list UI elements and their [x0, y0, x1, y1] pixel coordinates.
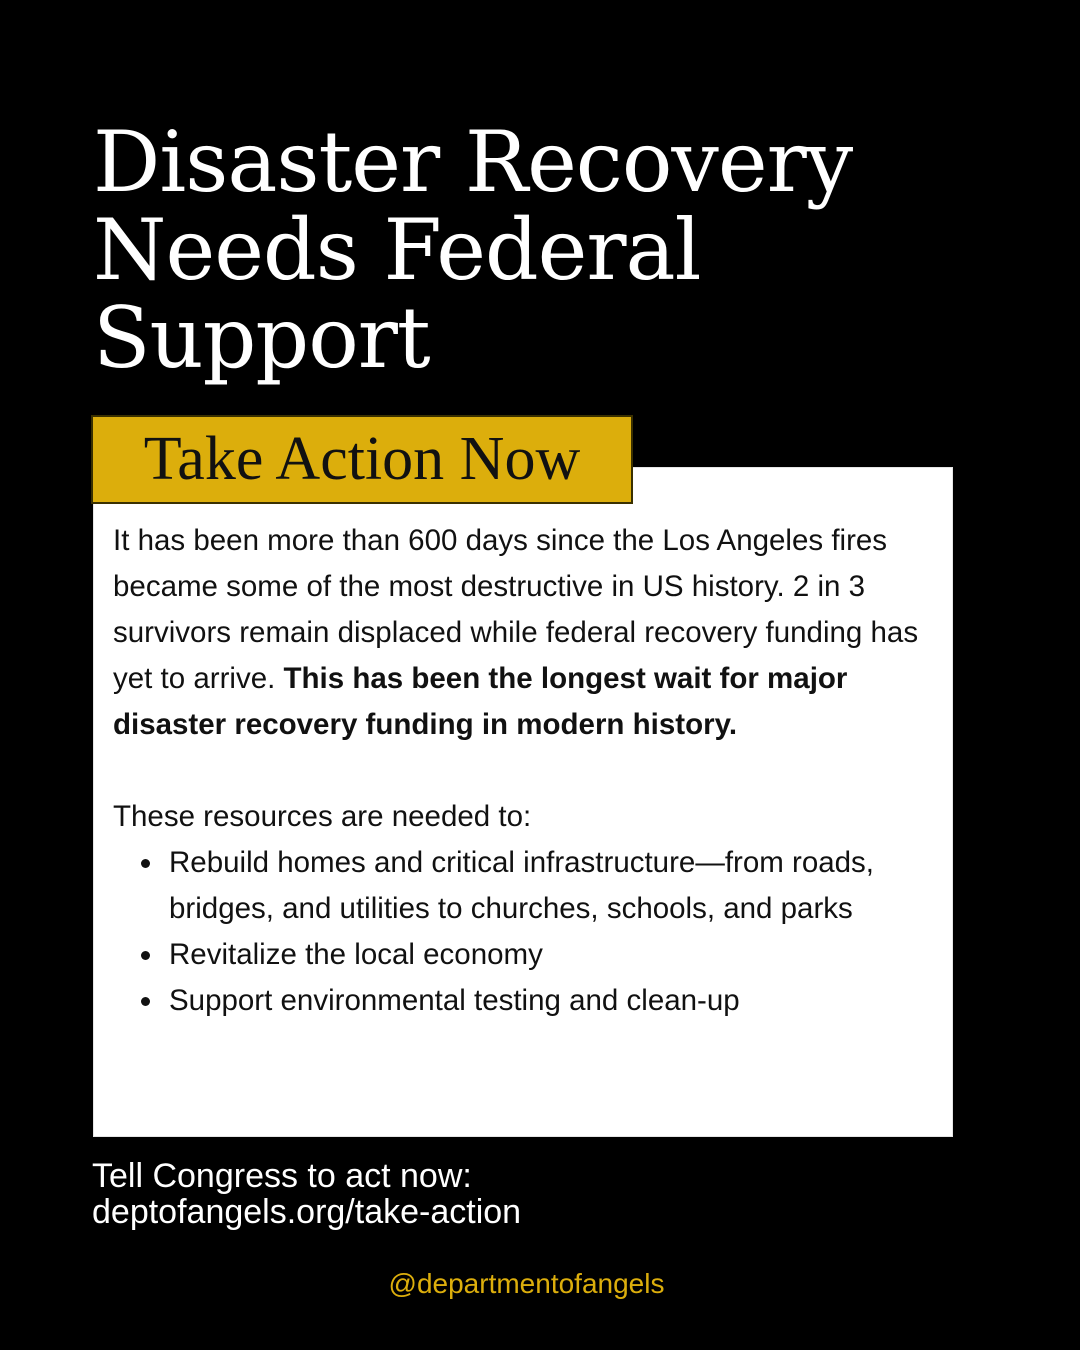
bullet-icon — [141, 951, 150, 960]
list-item — [169, 978, 933, 1024]
list-item-text: Rebuild homes and critical infrastructure—from roads, bridges, and utilities to churches, schools, and parks — [169, 846, 875, 925]
cta-text: Tell Congress to act now: — [92, 1157, 472, 1195]
page-title — [93, 113, 1013, 387]
list-item-text: Support environmental testing and clean-up — [169, 984, 740, 1017]
bullet-icon — [141, 859, 150, 868]
list-item-text: Revitalize the local economy — [169, 938, 543, 971]
needs-intro: These resources are needed to: — [113, 800, 532, 833]
card-body — [113, 518, 933, 1024]
take-action-label: Take Action Now — [91, 415, 633, 504]
social-handle: @departmentofangels — [388, 1268, 665, 1299]
list-item — [169, 932, 933, 978]
bullet-icon — [141, 997, 150, 1006]
call-to-action — [92, 1158, 521, 1230]
title-line-1: Disaster Recovery — [93, 113, 853, 211]
list-item — [169, 840, 933, 932]
cta-url: deptofangels.org/take-action — [92, 1193, 522, 1231]
needs-list — [113, 840, 933, 1024]
intro-text: It has been more than 600 days since the Los Angeles fires became some of the most destructive in US history. 2 in 3 survivors remain displaced while federal recovery funding has yet to arrive. — [113, 524, 919, 695]
title-line-2: Needs Federal — [93, 201, 701, 299]
title-line-3: Support — [93, 289, 430, 387]
intro-paragraph — [113, 518, 933, 748]
intro-bold-text: This has been the longest wait for major disaster recovery funding in modern history. — [113, 662, 848, 741]
